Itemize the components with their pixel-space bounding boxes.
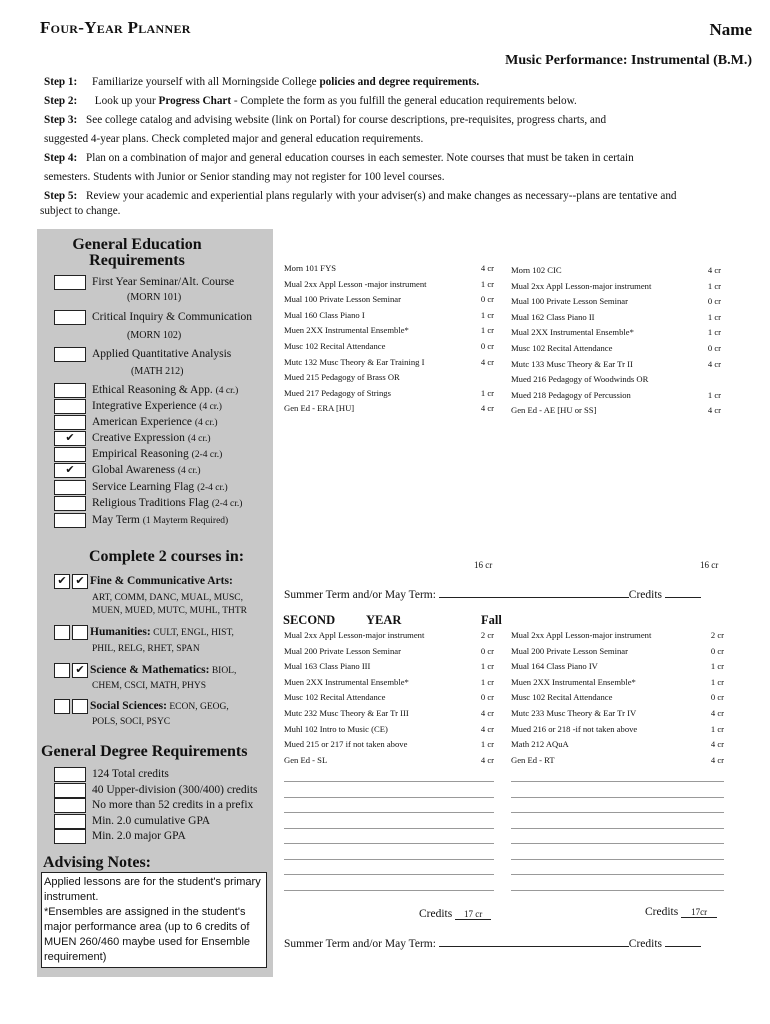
course-credits: 4 cr — [480, 403, 494, 414]
course-row — [284, 644, 494, 660]
course-row — [284, 690, 494, 706]
course-name: Musc 102 Recital Attendance — [284, 340, 386, 351]
degree-item: 40 Upper-division (300/400) credits — [54, 783, 258, 798]
course-row — [511, 690, 724, 706]
course-row — [511, 325, 721, 341]
summer-credits-field[interactable] — [665, 935, 701, 947]
checkbox[interactable] — [54, 347, 86, 362]
course-name: Mual 2xx Appl Lesson -major instrument — [284, 278, 427, 289]
ge-item-cic: Critical Inquiry & Communication — [54, 310, 252, 325]
group-science: ✔ Science & Mathematics: BIOL, — [54, 663, 236, 678]
course-credits: 1 cr — [710, 661, 724, 672]
course-name: Mual 2xx Appl Lesson-major instrument — [511, 630, 652, 640]
course-row — [511, 659, 724, 675]
course-name: Mual 200 Private Lesson Seminar — [511, 645, 628, 656]
course-row — [284, 292, 494, 308]
summer-credits-field[interactable] — [665, 586, 701, 598]
course-name: Mued 215 or 217 if not taken above — [284, 739, 408, 750]
blank-course-line[interactable] — [284, 890, 494, 891]
ge-item: Service Learning Flag (2-4 cr.) — [54, 480, 228, 495]
course-credits: 1 cr — [480, 309, 494, 320]
course-row — [511, 357, 721, 373]
course-name: Mual 2xx Appl Lesson-major instrument — [284, 630, 425, 640]
checkbox[interactable] — [54, 275, 86, 290]
gen-ed-heading: General Education Requirements — [72, 236, 202, 269]
degree-item: No more than 52 credits in a prefix — [54, 798, 253, 813]
ge-item-sub: (MORN 102) — [127, 330, 182, 341]
year2-spring-courses — [511, 628, 724, 768]
group-humanities: Humanities: CULT, ENGL, HIST, — [54, 625, 234, 640]
course-row — [511, 753, 724, 769]
course-row — [284, 706, 494, 722]
course-credits: 4 cr — [480, 356, 494, 367]
degree-item: Min. 2.0 major GPA — [54, 829, 186, 844]
course-row — [284, 386, 494, 402]
course-name: Mual 163 Class Piano III — [284, 661, 371, 672]
course-credits: 1 cr — [707, 280, 721, 291]
course-credits: 1 cr — [707, 327, 721, 338]
course-name: Mued 216 Pedagogy of Woodwinds OR — [511, 374, 649, 385]
course-credits: 4 cr — [707, 265, 721, 275]
course-row — [284, 370, 494, 386]
course-row — [284, 323, 494, 339]
year1-spring-total: 16 cr — [700, 560, 719, 570]
course-credits: 4 cr — [710, 739, 724, 750]
course-credits — [462, 370, 494, 386]
course-credits: 4 cr — [710, 754, 724, 765]
blank-course-line[interactable] — [284, 859, 494, 860]
course-credits: 0 cr — [480, 645, 494, 656]
group-sub: PHIL, RELG, RHET, SPAN — [92, 644, 200, 654]
year1-fall-courses — [284, 261, 494, 417]
course-name: Mutc 133 Musc Theory & Ear Tr II — [511, 358, 633, 369]
blank-course-line[interactable] — [511, 874, 724, 875]
course-credits: 1 cr — [480, 387, 494, 398]
step-5: Step 5: Review your academic and experiential plans regularly with your adviser(s) and make changes as necessary--plans are tentative and — [44, 190, 677, 202]
year2-title: SECOND — [283, 613, 336, 627]
course-credits: 1 cr — [480, 325, 494, 336]
advising-note: *Ensembles are assigned in the student's major performance area (up to 6 credits of MUEN 260/460 maybe used for Ensemble requirement) — [44, 906, 251, 963]
course-name: Musc 102 Recital Attendance — [511, 342, 613, 353]
checkbox[interactable] — [54, 814, 86, 829]
course-credits: 1 cr — [707, 389, 721, 400]
course-credits: 1 cr — [480, 278, 494, 289]
checkbox[interactable]: ✔ — [72, 574, 88, 589]
group-sub: CHEM, CSCI, MATH, PHYS — [92, 681, 207, 691]
ge-item: Empirical Reasoning (2-4 cr.) — [54, 447, 222, 462]
course-name: Gen Ed - SL — [284, 754, 328, 765]
year1-spring-courses — [511, 263, 721, 419]
blank-course-line[interactable] — [511, 890, 724, 891]
course-name: Mued 216 or 218 -if not taken above — [511, 723, 638, 734]
ge-item: ✔ Global Awareness (4 cr.) — [54, 463, 201, 478]
course-row — [511, 372, 721, 388]
year1-fall-total: 16 cr — [474, 560, 493, 570]
course-name: Musc 102 Recital Attendance — [284, 692, 386, 703]
degree-item: 124 Total credits — [54, 767, 169, 782]
course-name: Mutc 233 Musc Theory & Ear Tr IV — [511, 707, 637, 718]
course-name: Morn 101 FYS — [284, 263, 337, 273]
course-name: Mual 164 Class Piano IV — [511, 661, 598, 672]
course-credits: 4 cr — [480, 707, 494, 718]
course-name: Gen Ed - RT — [511, 754, 555, 765]
blank-course-line[interactable] — [284, 781, 494, 782]
checkbox[interactable] — [54, 399, 86, 414]
course-name: Mual 200 Private Lesson Seminar — [284, 645, 401, 656]
step-1: Step 1: Familiarize yourself with all Morningside College policies and degree requirements. — [44, 76, 480, 88]
checkbox[interactable] — [54, 496, 86, 511]
course-name: Mued 215 Pedagogy of Brass OR — [284, 372, 400, 383]
course-credits: 4 cr — [707, 405, 721, 416]
ge-item-sub: (MORN 101) — [127, 292, 182, 303]
course-name: Mued 218 Pedagogy of Percussion — [511, 389, 631, 400]
blank-course-line[interactable] — [284, 797, 494, 798]
course-row — [511, 279, 721, 295]
group-social: Social Sciences: ECON, GEOG, — [54, 699, 229, 714]
ge-item: American Experience (4 cr.) — [54, 415, 218, 430]
instruction-steps — [40, 73, 752, 221]
blank-course-line[interactable] — [511, 797, 724, 798]
group-fine-arts: ✔ ✔ Fine & Communicative Arts: — [54, 574, 233, 589]
checkbox[interactable] — [54, 480, 86, 495]
course-row — [284, 355, 494, 371]
course-row — [511, 341, 721, 357]
course-row — [284, 737, 494, 753]
course-row — [284, 659, 494, 675]
summer-term-2: Summer Term and/or May Term: Credits — [284, 935, 701, 950]
step-2: Step 2: Look up your Progress Chart - Complete the form as you fulfill the general education requirements below. — [44, 95, 577, 107]
course-row — [284, 308, 494, 324]
course-name: Muen 2XX Instrumental Ensemble* — [284, 676, 409, 687]
course-credits: 1 cr — [710, 723, 724, 734]
course-row — [511, 675, 724, 691]
course-credits: 0 cr — [707, 296, 721, 307]
course-name: Muen 2XX Instrumental Ensemble* — [284, 325, 409, 336]
course-name: Mual 100 Private Lesson Seminar — [511, 296, 628, 307]
blank-course-line[interactable] — [511, 859, 724, 860]
checkbox[interactable] — [54, 625, 70, 640]
checkbox[interactable] — [72, 699, 88, 714]
blank-course-line[interactable] — [511, 843, 724, 844]
checkbox[interactable] — [54, 767, 86, 782]
checkbox[interactable] — [54, 310, 86, 325]
step-4-cont: semesters. Students with Junior or Senior standing may not register for 100 level courses. — [44, 171, 445, 183]
checkbox[interactable]: ✔ — [54, 431, 86, 446]
degree-item: Min. 2.0 cumulative GPA — [54, 814, 210, 829]
program-title: Music Performance: Instrumental (B.M.) — [505, 53, 752, 68]
checkbox[interactable] — [54, 513, 86, 528]
course-credits: 4 cr — [480, 723, 494, 734]
checkbox[interactable] — [54, 447, 86, 462]
page-title: Four-Year Planner — [40, 18, 191, 37]
advising-notes-box[interactable] — [41, 872, 267, 968]
course-row — [284, 261, 494, 277]
summer-term-field[interactable] — [439, 586, 629, 598]
blank-course-line[interactable] — [284, 874, 494, 875]
course-row — [284, 277, 494, 293]
course-name: Mual 162 Class Piano II — [511, 311, 595, 322]
course-name: Muen 2XX Instrumental Ensemble* — [511, 676, 636, 687]
course-credits: 4 cr — [710, 707, 724, 718]
course-credits: 4 cr — [480, 263, 494, 273]
course-name: Musc 102 Recital Attendance — [511, 692, 613, 703]
course-credits: 0 cr — [480, 340, 494, 351]
course-credits: 0 cr — [480, 692, 494, 703]
course-credits: 0 cr — [710, 692, 724, 703]
course-name: Gen Ed - AE [HU or SS] — [511, 405, 597, 416]
course-credits: 0 cr — [480, 294, 494, 305]
course-row — [511, 294, 721, 310]
course-credits: 2 cr — [710, 630, 724, 640]
summer-term-1: Summer Term and/or May Term: Credits — [284, 586, 701, 601]
course-credits: 0 cr — [710, 645, 724, 656]
checkbox[interactable] — [54, 783, 86, 798]
course-name: Mual 160 Class Piano I — [284, 309, 365, 320]
course-name: Mued 217 Pedagogy of Strings — [284, 387, 391, 398]
advising-heading: Advising Notes: — [43, 854, 152, 871]
course-row — [284, 675, 494, 691]
step-3: Step 3: See college catalog and advising website (link on Portal) for course descriptions, pre-requisites, progress charts, and — [44, 114, 607, 126]
course-name: Morn 102 CIC — [511, 265, 562, 275]
course-credits: 0 cr — [707, 342, 721, 353]
step-5-cont: subject to change. — [40, 205, 121, 217]
step-4: Step 4: Plan on a combination of major and general education courses in each semester. Note courses that must be taken in certain — [44, 152, 634, 164]
checkbox[interactable]: ✔ — [54, 574, 70, 589]
ge-item: Ethical Reasoning & App. (4 cr.) — [54, 383, 238, 398]
course-credits: 1 cr — [707, 311, 721, 322]
course-row — [511, 263, 721, 279]
checkbox[interactable] — [72, 625, 88, 640]
checkbox[interactable]: ✔ — [54, 463, 86, 478]
ge-item-sub: (MATH 212) — [131, 366, 184, 377]
group-sub: MUEN, MUED, MUTC, MUHL, THTR — [92, 606, 247, 616]
course-credits: 1 cr — [710, 676, 724, 687]
checkbox[interactable] — [54, 663, 70, 678]
course-credits: 1 cr — [480, 739, 494, 750]
degree-heading: General Degree Requirements — [41, 743, 248, 760]
complete-heading: Complete 2 courses in: — [89, 548, 245, 565]
course-row — [511, 706, 724, 722]
course-row — [284, 401, 494, 417]
course-row — [511, 722, 724, 738]
blank-course-line[interactable] — [284, 828, 494, 829]
year2-fall-courses — [284, 628, 494, 768]
course-row — [284, 628, 494, 644]
course-row — [511, 737, 724, 753]
course-credits — [689, 372, 721, 388]
course-row — [511, 388, 721, 404]
course-row — [284, 753, 494, 769]
checkbox[interactable] — [54, 829, 86, 844]
course-row — [511, 644, 724, 660]
checkbox[interactable] — [54, 798, 86, 813]
course-name: Muhl 102 Intro to Music (CE) — [284, 723, 388, 734]
course-credits: 4 cr — [480, 754, 494, 765]
course-name: Mutc 232 Musc Theory & Ear Tr III — [284, 707, 409, 718]
step-3-cont: suggested 4-year plans. Check completed major and general education requirements. — [44, 133, 424, 145]
checkbox[interactable] — [54, 383, 86, 398]
blank-course-line[interactable] — [284, 812, 494, 813]
advising-note: Applied lessons are for the student's primary instrument. — [44, 876, 261, 903]
summer-term-field[interactable] — [439, 935, 629, 947]
blank-course-line[interactable] — [511, 812, 724, 813]
blank-course-line[interactable] — [284, 843, 494, 844]
ge-item: May Term (1 Mayterm Required) — [54, 513, 228, 528]
course-name: Mutc 132 Musc Theory & Ear Training I — [284, 356, 425, 367]
group-sub: POLS, SOCI, PSYC — [92, 717, 171, 727]
blank-course-line[interactable] — [511, 781, 724, 782]
name-label: Name — [709, 20, 752, 39]
course-credits: 1 cr — [480, 661, 494, 672]
ge-item-fys: First Year Seminar/Alt. Course — [54, 275, 234, 290]
course-name: Gen Ed - ERA [HU] — [284, 403, 355, 414]
course-credits: 4 cr — [707, 358, 721, 369]
blank-course-line[interactable] — [511, 828, 724, 829]
course-name: Mual 2XX Instrumental Ensemble* — [511, 327, 634, 338]
course-credits: 2 cr — [480, 630, 494, 640]
requirements-sidebar — [37, 229, 273, 977]
course-name: Mual 2xx Appl Lesson-major instrument — [511, 280, 652, 291]
course-row — [511, 310, 721, 326]
checkbox[interactable]: ✔ — [72, 663, 88, 678]
course-row — [511, 628, 724, 644]
year2-spring-credits: Credits 17cr — [645, 906, 717, 918]
ge-item: ✔ Creative Expression (4 cr.) — [54, 431, 211, 446]
checkbox[interactable] — [54, 699, 70, 714]
checkbox[interactable] — [54, 415, 86, 430]
ge-item: Religious Traditions Flag (2-4 cr.) — [54, 496, 242, 511]
course-credits: 1 cr — [480, 676, 494, 687]
ge-item: Integrative Experience (4 cr.) — [54, 399, 222, 414]
year2-title-2: YEAR — [366, 613, 402, 627]
course-row — [284, 339, 494, 355]
ge-item-aqa: Applied Quantitative Analysis — [54, 347, 231, 362]
course-name: Mual 100 Private Lesson Seminar — [284, 294, 401, 305]
course-row — [284, 722, 494, 738]
year2-fall-credits: Credits 17 cr — [419, 908, 491, 920]
course-row — [511, 403, 721, 419]
year2-fall-label: Fall — [481, 613, 502, 627]
course-name: Math 212 AQuA — [511, 739, 569, 750]
group-sub: ART, COMM, DANC, MUAL, MUSC, — [92, 593, 244, 603]
